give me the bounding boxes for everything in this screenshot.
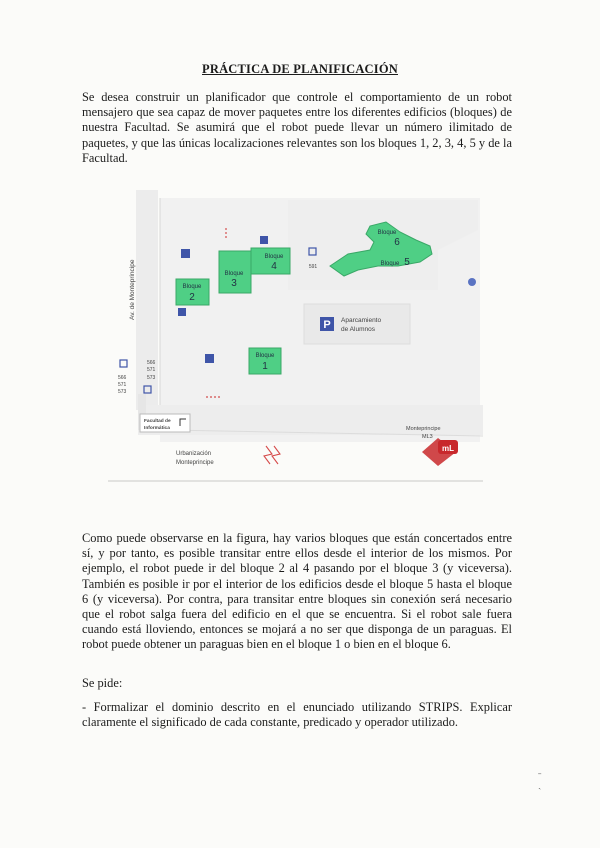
metro-label-1: Monteprincipe — [406, 426, 441, 432]
bus-left-a-1: 566 — [118, 375, 127, 381]
bloque-6-label: Bloque — [377, 230, 397, 236]
bloque-6-number: 6 — [394, 237, 400, 248]
parking-label-2: de Alumnos — [341, 326, 375, 333]
bloque-5-number: 5 — [404, 257, 410, 268]
bloque-5-label: Bloque — [380, 261, 400, 267]
bus-left-a-2: 571 — [118, 382, 127, 388]
bus-left-a-3: 573 — [118, 389, 127, 395]
parking-area — [304, 304, 410, 344]
parking-symbol: P — [323, 319, 331, 331]
explanation-paragraph: Como puede observarse en la figura, hay varios bloques que están concertados entre sí, y por tanto, es posible transitar entre ellos desde el interior de los mismos. Por ejemplo, el robot puede ir del bloque 2 al 4 pasando por el bloque 3 (y viceversa). También es posible ir por el interior de los edificios desde el bloque 5 hasta el bloque 6 (y viceversa). Por contra, para transitar entre bloques sin conexión será necesario que el robot salga fuera del edificio en el que se encuentra. Si el robot sale fuera cuando está lloviendo, entonces se mojará a no ser que disponga de un paraguas. El robot puede obtener un paraguas bien en el bloque 1 o bien en el bloque 6. — [82, 531, 512, 652]
bloque-1-label: Bloque — [255, 353, 275, 359]
bloque-4-number: 4 — [271, 261, 277, 272]
parking-label-1: Aparcamiento — [341, 317, 382, 324]
task-paragraph: - Formalizar el dominio descrito en el enunciado utilizando STRIPS. Explicar claramente el significado de cada constante, predicado y operador utilizado. — [82, 700, 512, 730]
accessible-parking-icon-2 — [260, 236, 268, 244]
bus-left-b-3: 573 — [147, 375, 156, 381]
intro-paragraph: Se desea construir un planificador que controle el comportamiento de un robot mensajero que sea capaz de mover paquetes entre los diferentes edificios (bloques) de nuestra Facultad. Se asumirá que el robot puede llevar un número ilimitado de paquetes, y que las únicas localizaciones relevantes son los bloques 1, 2, 3, 4, 5 y de la Facultad. — [82, 90, 512, 165]
bloque-1-number: 1 — [262, 361, 268, 372]
parking-sign-small-1 — [181, 249, 190, 258]
map-marker-icon — [468, 278, 476, 286]
campus-map — [108, 190, 483, 482]
task-heading: Se pide: — [82, 676, 123, 690]
bloque-3-number: 3 — [231, 278, 237, 289]
metro-logo: mL — [442, 444, 454, 453]
bloque-4-label: Bloque — [264, 254, 284, 260]
street-label-avenue: Av. de Monteprincipe — [129, 259, 136, 320]
campus-map-svg — [108, 190, 483, 482]
page-title: PRÁCTICA DE PLANIFICACIÓN — [202, 62, 398, 76]
facultad-label-2: Informática — [144, 426, 170, 431]
bloque-3-label: Bloque — [224, 271, 244, 277]
facultad-label-1: Facultad de — [144, 419, 171, 424]
bus-left-b-1: 566 — [147, 360, 156, 366]
scan-marks: ˗ ˎ — [538, 768, 542, 790]
bloque-2-number: 2 — [189, 292, 195, 303]
urbanizacion-label-2: Monteprincipe — [176, 460, 214, 466]
accessible-parking-icon — [178, 308, 186, 316]
bus-top-line: 591 — [308, 264, 318, 270]
bus-left-b-2: 571 — [147, 367, 156, 373]
urbanizacion-label-1: Urbanización — [176, 451, 212, 457]
metro-label-2: ML3 — [422, 434, 433, 440]
bloque-2-label: Bloque — [182, 284, 202, 290]
parking-sign-small-2 — [205, 354, 214, 363]
